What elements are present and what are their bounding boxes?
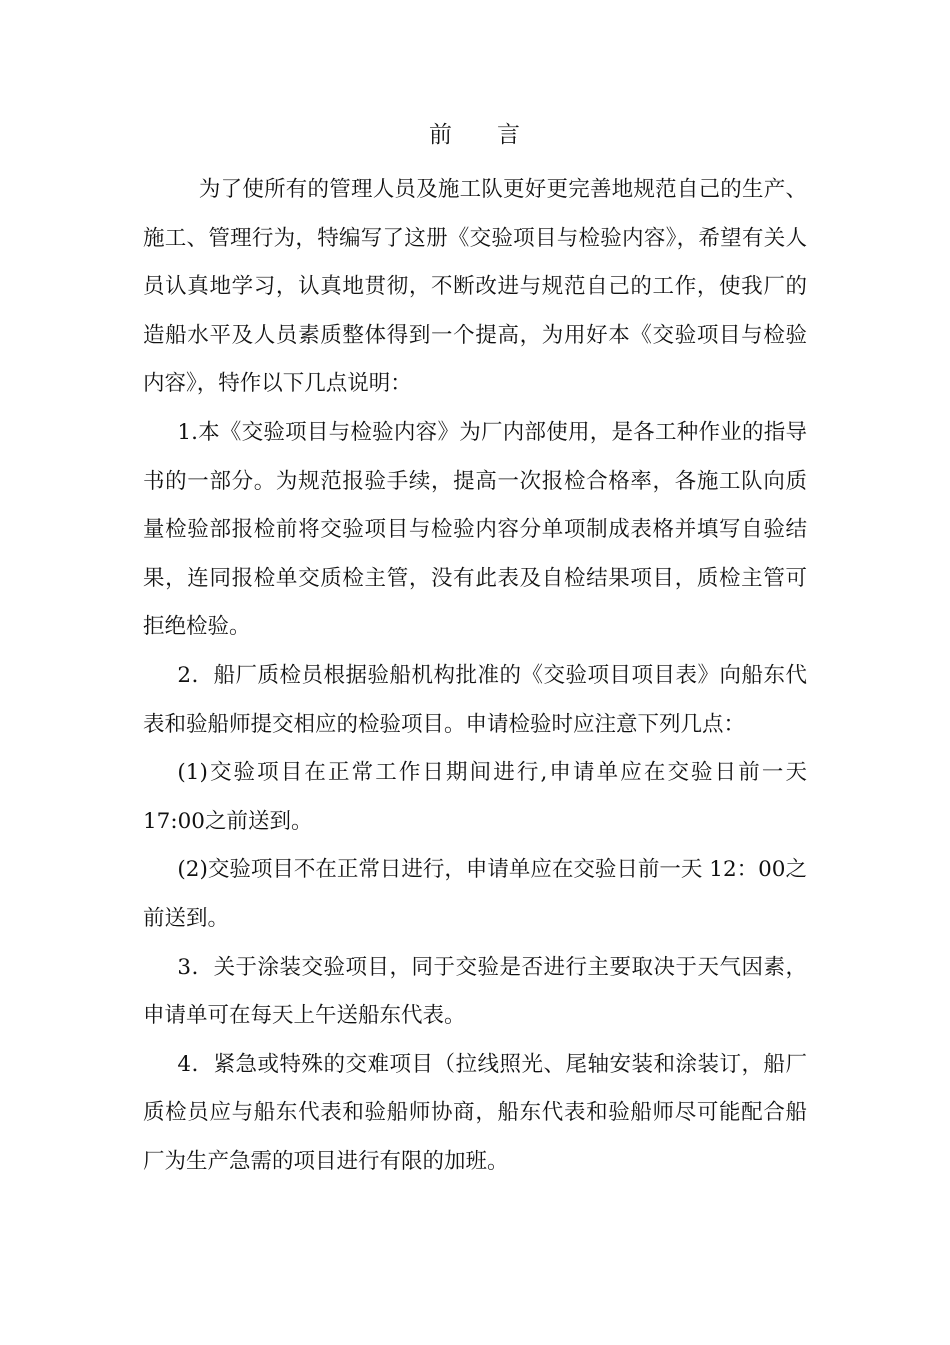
item-4-paragraph: 4．紧急或特殊的交难项目（拉线照光、尾轴安装和涂装订，船厂质检员应与船东代表和验船师协商，船东代表和验船师尽可能配合船厂为生产急需的项目进行有限的加班。	[143, 1051, 807, 1174]
document-body	[143, 166, 807, 1186]
item-2-2-paragraph: (2)交验项目不在正常日进行，申请单应在交验日前一天 12：00之前送到。	[143, 857, 807, 931]
item-3-paragraph: 3．关于涂装交验项目，同于交验是否进行主要取决于天气因素，申请单可在每天上午送船东代表。	[143, 954, 807, 1029]
intro-paragraph: 为了使所有的管理人员及施工队更好更完善地规范自己的生产、施工、管理行为，特编写了这册《交验项目与检验内容》，希望有关人员认真地学习，认真地贯彻，不断改进与规范自己的工作，使我厂的造船水平及人员素质整体得到一个提高，为用好本《交验项目与检验内容》，特作以下几点说明：	[143, 177, 807, 397]
item-2-1-paragraph: (1)交验项目在正常工作日期间进行,申请单应在交验日前一天17:00之前送到。	[143, 760, 807, 834]
title-char-1: 前	[429, 122, 453, 148]
item-1-paragraph: 1.本《交验项目与检验内容》为厂内部使用，是各工种作业的指导书的一部分。为规范报验手续，提高一次报检合格率，各施工队向质量检验部报检前将交验项目与检验内容分单项制成表格并填写自验结果，连同报检单交质检主管，没有此表及自检结果项目，质检主管可拒绝检验。	[143, 419, 807, 640]
item-2-paragraph: 2．船厂质检员根据验船机构批准的《交验项目项目表》向船东代表和验船师提交相应的检验项目。申请检验时应注意下列几点：	[143, 662, 807, 737]
title-char-2: 言	[497, 122, 521, 148]
page-title	[0, 118, 950, 152]
